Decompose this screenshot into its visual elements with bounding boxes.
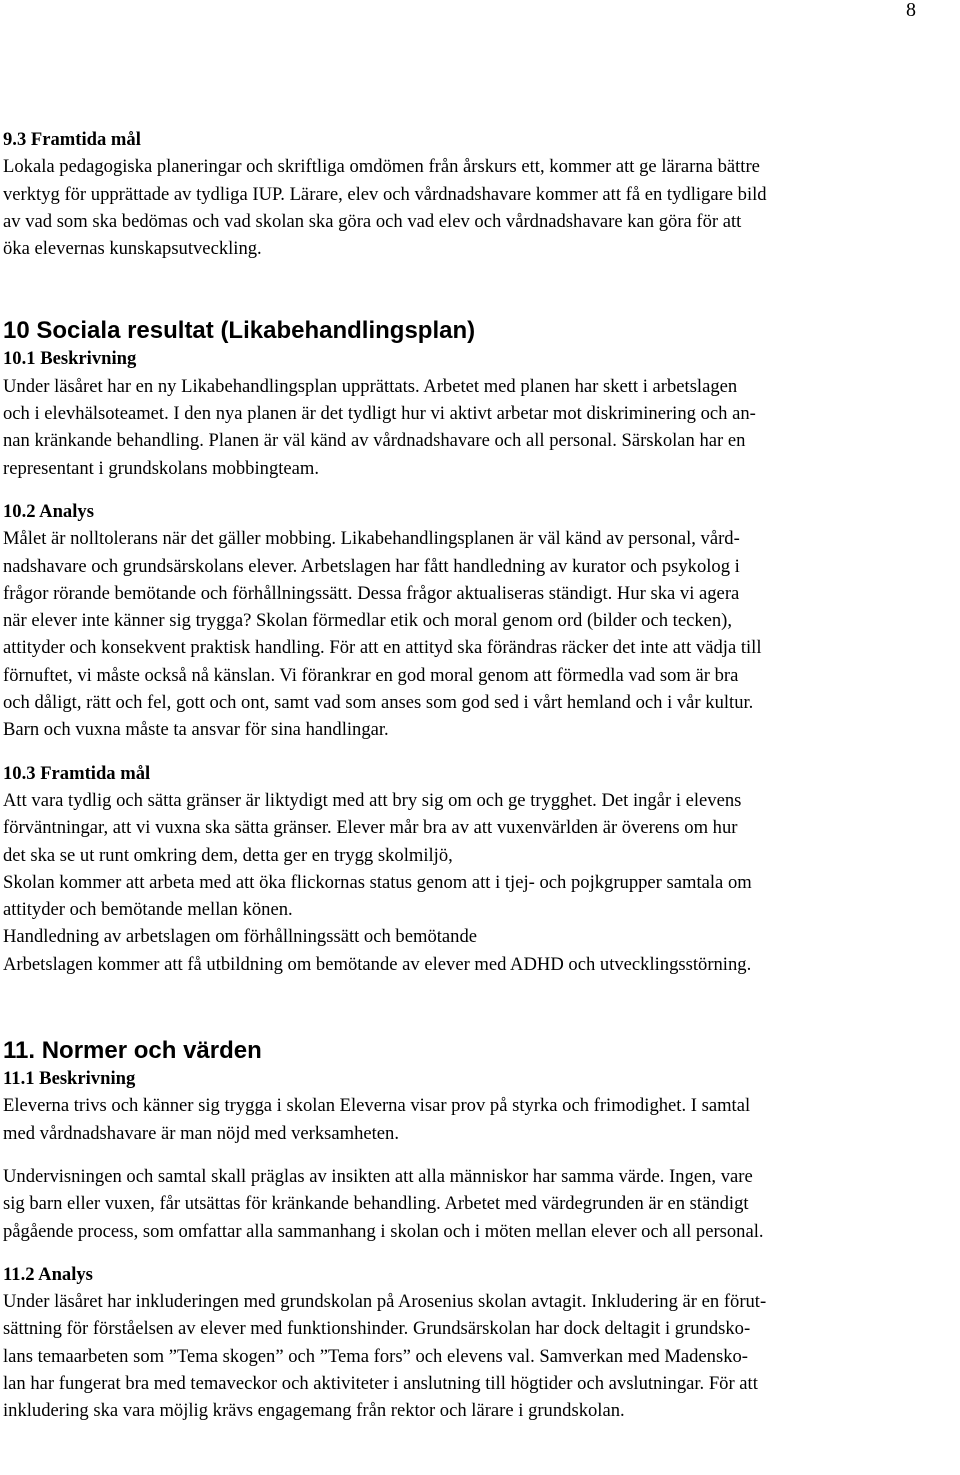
text-line: Lokala pedagogiska planeringar och skriftliga omdömen från årskurs ett, kommer att ge lärarna bättre (3, 156, 760, 178)
section-heading: 11.2 Analys (3, 1263, 93, 1285)
section-heading: 10.3 Framtida mål (3, 762, 151, 784)
text-line: Under läsåret har en ny Likabehandlingsplan upprättats. Arbetet med planen har skett i arbetslagen (3, 375, 738, 397)
section-heading: 10.1 Beskrivning (3, 348, 137, 370)
text-line: pågående process, som omfattar alla sammanhang i skolan och i möten mellan elever och all personal. (3, 1220, 764, 1242)
text-line: och i elevhälsoteamet. I den nya planen är det tydligt hur vi aktivt arbetar mot diskriminering och an- (3, 403, 756, 425)
text-line: förväntningar, att vi vuxna ska sätta gränser. Elever mår bra av att vuxenvärlden är överens om hur (3, 817, 738, 839)
text-line: nadshavare och grundsärskolans elever. Arbetslagen har fått handledning av kurator och psykolog i (3, 555, 740, 577)
text-line: lans temaarbeten som ”Tema skogen” och ”Tema fors” och elevens val. Samverkan med Madensko- (3, 1345, 749, 1367)
section-heading: 9.3 Framtida mål (3, 129, 141, 150)
text-line: och dåligt, rätt och fel, gott och ont, samt vad som anses som god sed i vårt hemland och i vår kultur. (3, 692, 754, 714)
text-line: det ska se ut runt omkring dem, detta ger en trygg skolmiljö, (3, 844, 453, 866)
text-line: Skolan kommer att arbeta med att öka flickornas status genom att i tjej- och pojkgrupper samtala om (3, 871, 752, 893)
text-line: Handledning av arbetslagen om förhållningssätt och bemötande (3, 926, 478, 948)
chapter-heading-10: 10 Sociala resultat (Likabehandlingsplan) (3, 317, 476, 345)
text-line: frågor rörande bemötande och förhållningssätt. Dessa frågor aktualiseras ständigt. Hur ska vi agera (3, 582, 740, 604)
document-body (3, 126, 955, 1425)
section-10-3 (3, 760, 955, 978)
text-line: av vad som ska bedömas och vad skolan ska göra och vad elev och vårdnadshavare kan göra för att (3, 210, 742, 232)
text-line: representant i grundskolans mobbingteam. (3, 457, 320, 479)
text-line: Målet är nolltolerans när det gäller mobbing. Likabehandlingsplanen är väl känd av personal, vård- (3, 528, 740, 550)
text-line: förnuftet, vi måste också nå känslan. Vi förankrar en god moral genom att förmedla vad som är bra (3, 664, 739, 686)
section-9-3 (3, 126, 955, 262)
text-line: när elever inte känner sig trygga? Skolan förmedlar etik och moral genom ord (bilder och tecken), (3, 610, 733, 632)
text-line: Arbetslagen kommer att få utbildning om bemötande av elever med ADHD och utvecklingsstörning. (3, 953, 752, 975)
section-11-1 (3, 1065, 955, 1245)
section-11-2 (3, 1261, 955, 1425)
text-line: Barn och vuxna måste ta ansvar för sina handlingar. (3, 719, 389, 741)
text-line: Att vara tydlig och sätta gränser är liktydigt med att bry sig om och ge trygghet. Det ingår i elevens (3, 789, 742, 811)
text-line: nan kränkande behandling. Planen är väl känd av vårdnadshavare och all personal. Särskolan har en (3, 430, 746, 452)
section-10-1 (3, 345, 955, 481)
section-heading: 10.2 Analys (3, 500, 94, 522)
text-line: Eleverna trivs och känner sig trygga i skolan Eleverna visar prov på styrka och frimodighet. I samtal (3, 1095, 751, 1117)
text-line: öka elevernas kunskapsutveckling. (3, 238, 262, 260)
chapter-heading-11: 11. Normer och värden (3, 1037, 262, 1065)
text-line: lan har fungerat bra med temaveckor och aktiviteter i anslutning till högtider och avslutningar. För att (3, 1372, 758, 1394)
section-heading: 11.1 Beskrivning (3, 1068, 136, 1090)
text-line: attityder och konsekvent praktisk handling. För att en attityd ska förändras räcker det inte att vädja till (3, 637, 762, 659)
text-line: attityder och bemötande mellan könen. (3, 899, 293, 921)
text-line: sig barn eller vuxen, får utsättas för kränkande behandling. Arbetet med värdegrunden är en ständigt (3, 1193, 749, 1215)
text-line: verktyg för upprättade av tydliga IUP. Lärare, elev och vårdnadshavare kommer att få en tydligare bild (3, 183, 767, 205)
text-line: Under läsåret har inkluderingen med grundskolan på Arosenius skolan avtagit. Inkludering är en förut- (3, 1291, 767, 1313)
text-line: Undervisningen och samtal skall präglas av insikten att alla människor har samma värde. Ingen, vare (3, 1165, 753, 1187)
section-10-2 (3, 498, 955, 744)
text-line: sättning för förståelsen av elever med funktionshinder. Grundsärskolan har dock deltagit i grundsko- (3, 1318, 751, 1340)
page-number: 8 (906, 0, 916, 21)
text-line: inkludering ska vara möjlig krävs engagemang från rektor och lärare i grundskolan. (3, 1400, 625, 1422)
text-line: med vårdnadshavare är man nöjd med verksamheten. (3, 1122, 399, 1144)
